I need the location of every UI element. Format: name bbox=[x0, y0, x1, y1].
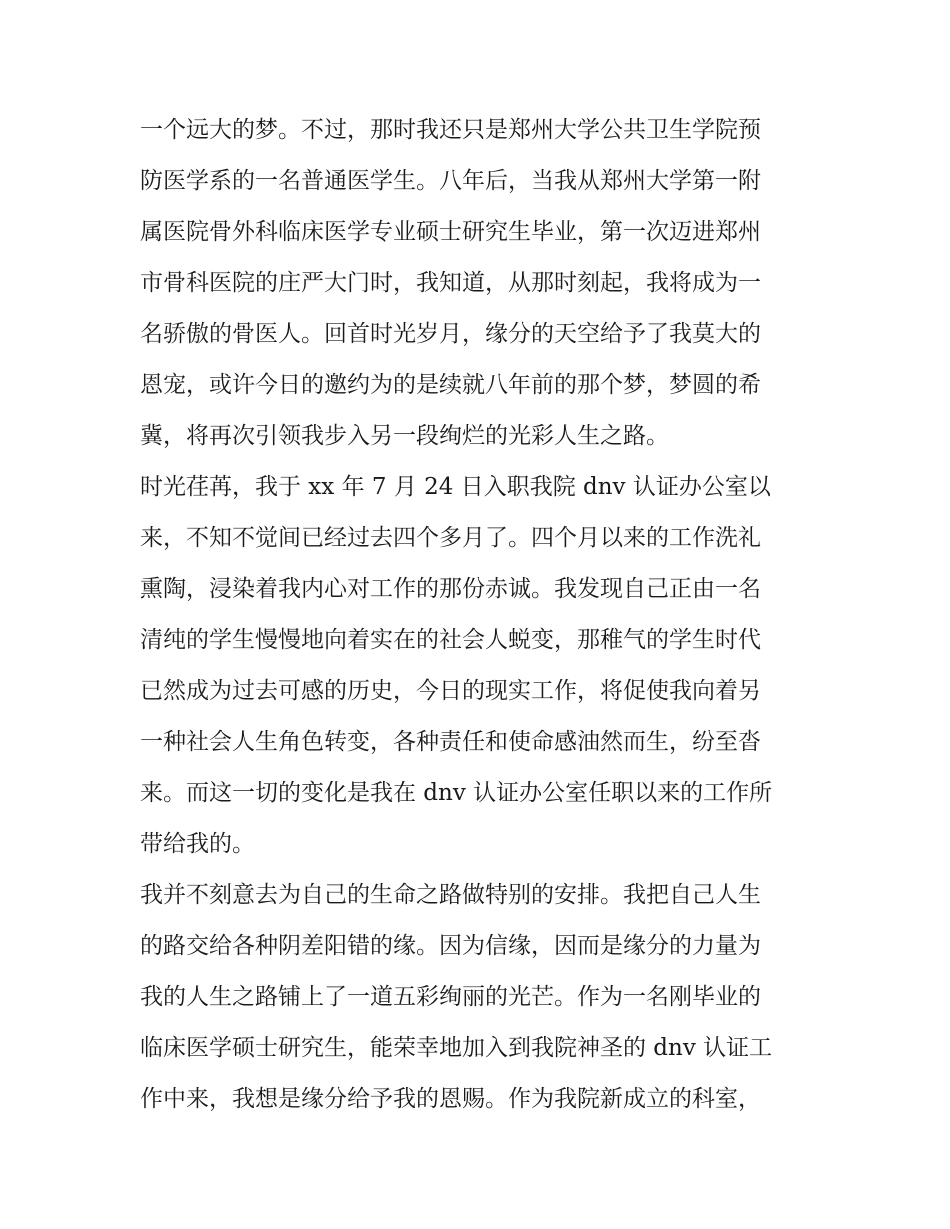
text-line: 熏陶，浸染着我内心对工作的那份赤诚。我发现自己正由一名 bbox=[140, 576, 761, 602]
text-line: 时光荏苒，我于 xx 年 7 月 24 日入职我院 dnv 认证办公室以 bbox=[140, 474, 771, 500]
text-line: 作中来，我想是缘分给予我的恩赐。作为我院新成立的科室， bbox=[140, 1086, 761, 1112]
text-line: 一个远大的梦。不过，那时我还只是郑州大学公共卫生学院预 bbox=[140, 117, 761, 143]
text-line: 带给我的。 bbox=[140, 831, 255, 857]
text-line: 临床医学硕士研究生，能荣幸地加入到我院神圣的 dnv 认证工 bbox=[140, 1035, 773, 1061]
text-line: 来，不知不觉间已经过去四个多月了。四个月以来的工作洗礼 bbox=[140, 525, 761, 551]
text-line: 我并不刻意去为自己的生命之路做特别的安排。我把自己人生 bbox=[140, 882, 761, 908]
text-line: 已然成为过去可感的历史，今日的现实工作，将促使我向着另 bbox=[140, 678, 761, 704]
paragraph-work-experience bbox=[140, 462, 812, 870]
text-line: 一种社会人生角色转变，各种责任和使命感油然而生，纷至沓 bbox=[140, 729, 761, 755]
text-line: 属医院骨外科临床医学专业硕士研究生毕业，第一次迈进郑州 bbox=[140, 219, 761, 245]
text-line: 市骨科医院的庄严大门时，我知道，从那时刻起，我将成为一 bbox=[140, 270, 761, 296]
text-line: 冀，将再次引领我步入另一段绚烂的光彩人生之路。 bbox=[140, 423, 669, 449]
paragraph-fate bbox=[140, 870, 812, 1125]
text-line: 我的人生之路铺上了一道五彩绚丽的光芒。作为一名刚毕业的 bbox=[140, 984, 761, 1010]
document-body bbox=[140, 105, 812, 1125]
paragraph-dream bbox=[140, 105, 812, 462]
text-line: 防医学系的一名普通医学生。八年后，当我从郑州大学第一附 bbox=[140, 168, 761, 194]
text-line: 来。而这一切的变化是我在 dnv 认证办公室任职以来的工作所 bbox=[140, 780, 773, 806]
text-line: 恩宠，或许今日的邀约为的是续就八年前的那个梦，梦圆的希 bbox=[140, 372, 761, 398]
text-line: 的路交给各种阴差阳错的缘。因为信缘，因而是缘分的力量为 bbox=[140, 933, 761, 959]
text-line: 名骄傲的骨医人。回首时光岁月，缘分的天空给予了我莫大的 bbox=[140, 321, 761, 347]
text-line: 清纯的学生慢慢地向着实在的社会人蜕变，那稚气的学生时代 bbox=[140, 627, 761, 653]
